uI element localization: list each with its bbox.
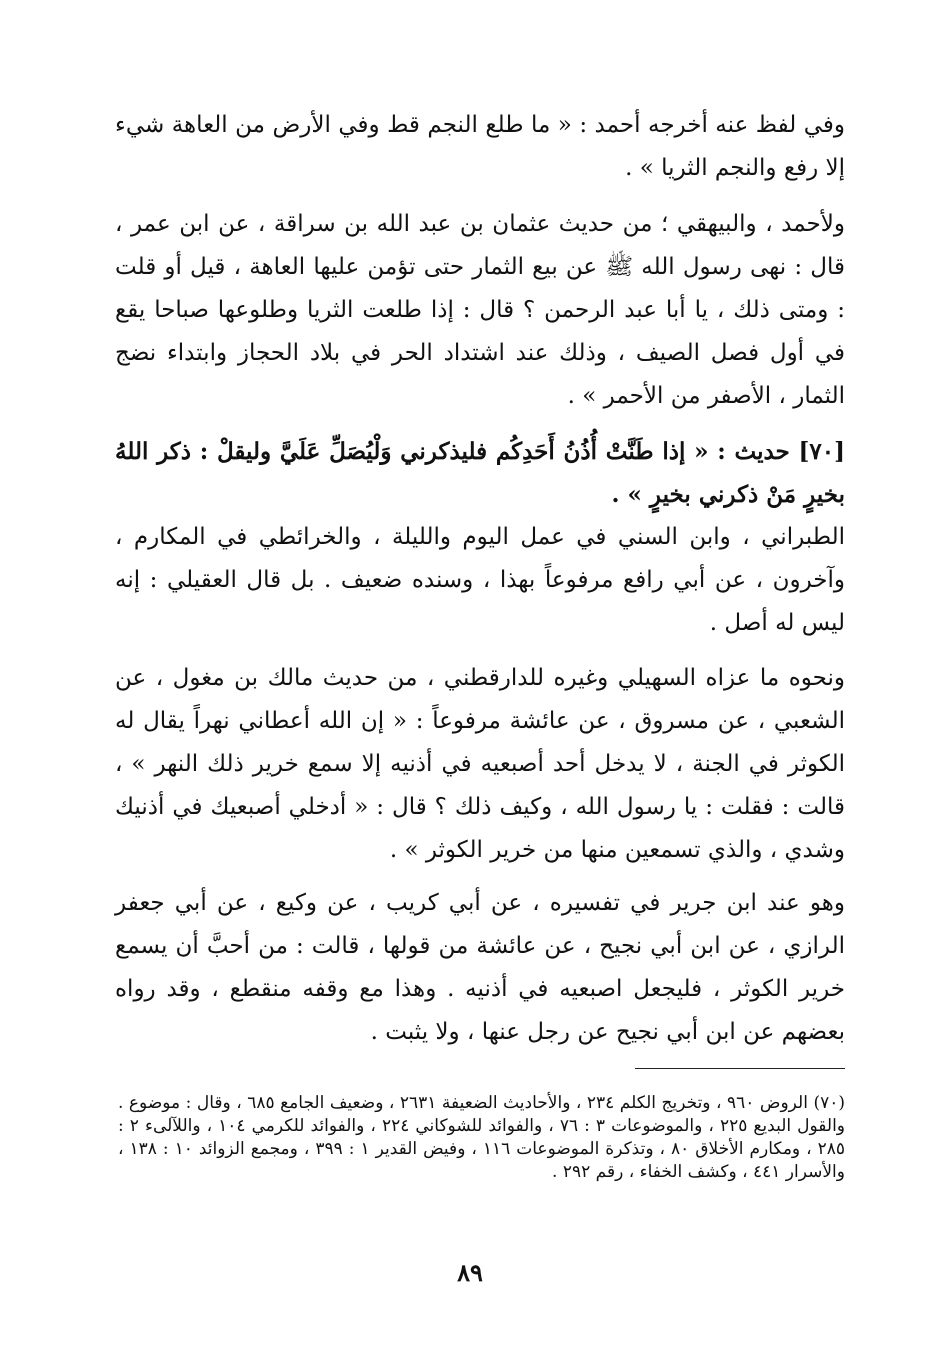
page-number: ٨٩ (457, 1258, 483, 1287)
paragraph-ahmad-narration: وفي لفظ عنه أخرجه أحمد : « ما طلع النجم قط وفي الأرض من العاهة شيء إلا رفع والنجم الثريا » . (115, 112, 845, 181)
footnote-70: (٧٠) الروض ٩٦٠ ، وتخريج الكلم ٢٣٤ ، والأحاديث الضعيفة ٢٦٣١ ، وضعيف الجامع ٦٨٥ ، وقال : موضوع . والقول البديع ٢٢٥ ، والموضوعات ٣ : ٧٦ ، والفوائد للشوكاني ٢٢٤ ، والفوائد للكرمي ١٠٤ ، واللآلىء ٢ : ٢٨٥ ، ومكارم الأخلاق ٨٠ ، وتذكرة الموضوعات ١١٦ ، وفيض القدير ١ : ٣٩٩ ، ومجمع الزوائد ١٠ : ١٣٨ ، والأسرار ٤٤١ ، وكشف الخفاء ، رقم ٢٩٢ . (118, 1093, 846, 1182)
paragraph-kawthar-hadith: ونحوه ما عزاه السهيلي وغيره للدارقطني ، من حديث مالك بن مغول ، عن الشعبي ، عن مسروق ، عن عائشة مرفوعاً : « إن الله أعطاني نهراً يقال له الكوثر في الجنة ، لا يدخل أحد أصبعيه في أذنيه إلا سمع خرير ذلك النهر » ، قالت : فقلت : يا رسول الله ، وكيف ذلك ؟ قال : « أدخلي أصبعيك في أذنيك وشدي ، والذي تسمعين منها من خرير الكوثر » . (115, 665, 845, 863)
paragraph-tabarani-sources: الطبراني ، وابن السني في عمل اليوم والليلة ، والخرائطي في المكارم ، وآخرون ، عن أبي رافع مرفوعاً بهذا ، وسنده ضعيف . بل قال العقيلي : إنه ليس له أصل . (115, 524, 845, 636)
paragraph-ibn-umar-hadith: ولأحمد ، والبيهقي ؛ من حديث عثمان بن عبد الله بن سراقة ، عن ابن عمر ، قال : نهى رسول الله ﷺ عن بيع الثمار حتى تؤمن عليها العاهة ، قيل أو قلت : ومتى ذلك ، يا أبا عبد الرحمن ؟ قال : إذا طلعت الثريا وطلوعها صباحا يقع في أول فصل الصيف ، وذلك عند اشتداد الحر في بلاد الحجاز وابتداء نضج الثمار ، الأصفر من الأحمر » . (115, 211, 845, 409)
hadith-heading-70: [٧٠] حديث : « إذا طَنَّتْ أُذُنُ أَحَدِكُم فليذكرني وَلْيُصَلِّ عَلَيَّ وليقلْ : ذكر اللهُ بخيرٍ مَنْ ذكرني بخيرٍ » . (115, 438, 845, 508)
footnote-separator (635, 1068, 845, 1069)
paragraph-ibn-jarir-tafsir: وهو عند ابن جرير في تفسيره ، عن أبي كريب ، عن وكيع ، عن أبي جعفر الرازي ، عن ابن أبي نجيح ، عن عائشة من قولها ، قالت : من أحبَّ أن يسمع خرير الكوثر ، فليجعل اصبعيه في أذنيه . وهذا مع وقفه منقطع ، وقد رواه بعضهم عن ابن أبي نجيح عن رجل عنها ، ولا يثبت . (115, 890, 846, 1045)
